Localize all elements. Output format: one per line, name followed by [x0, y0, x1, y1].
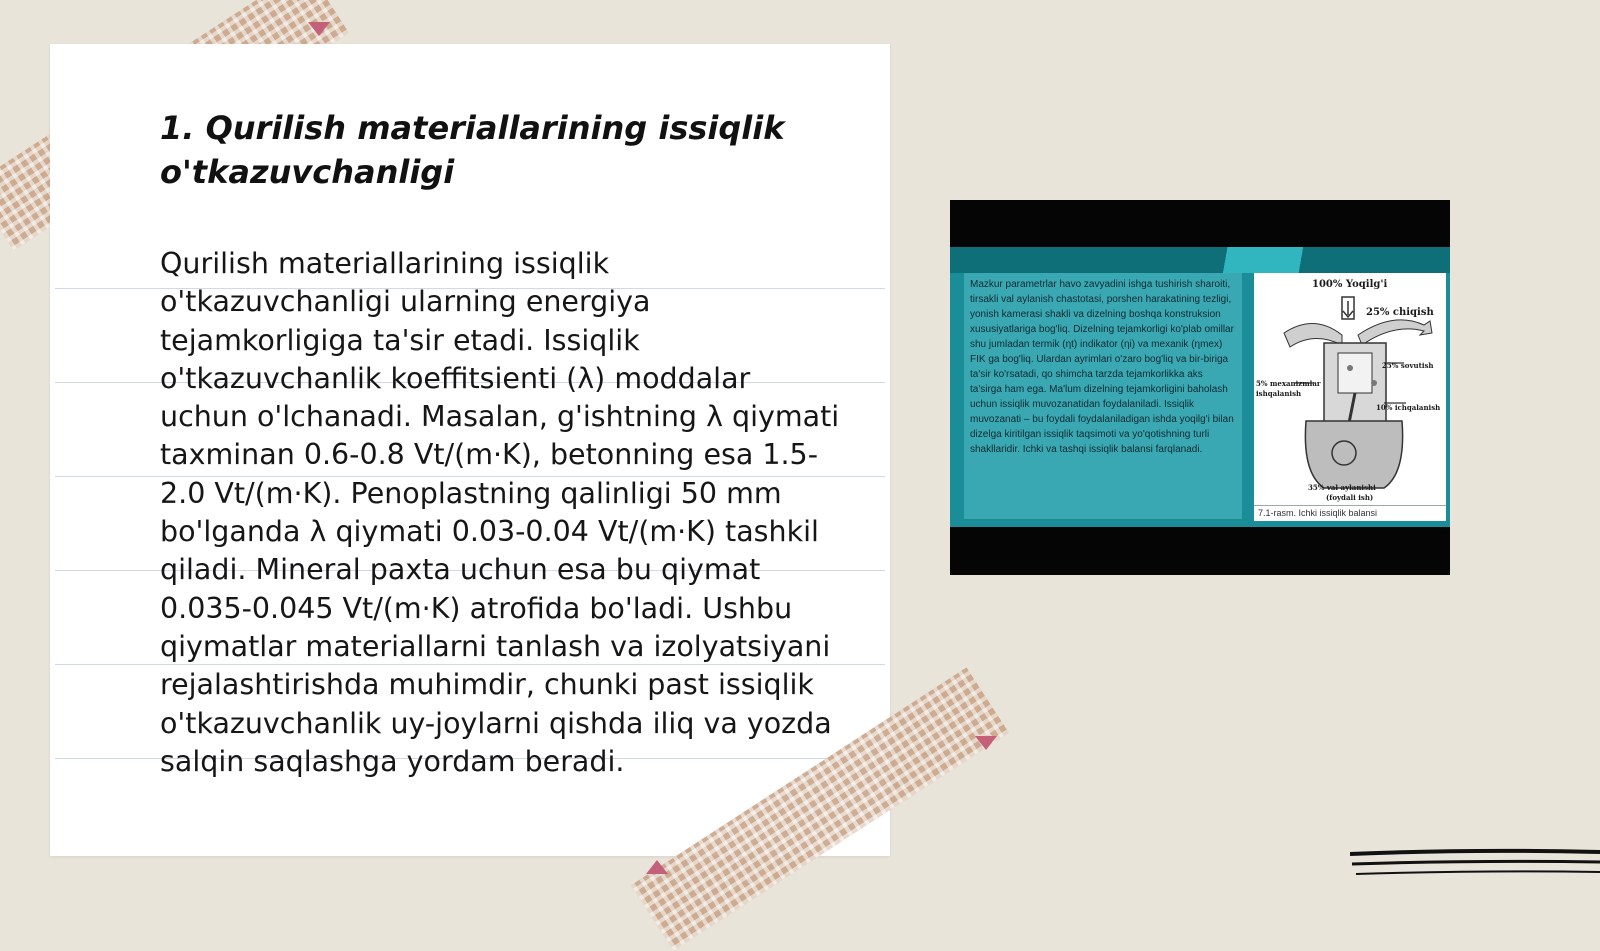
label-useful-2: (foydali ish) — [1326, 493, 1374, 502]
label-cooling: 25% sovutish — [1382, 361, 1434, 370]
label-fuel: 100% Yoqilg'i — [1312, 279, 1388, 290]
label-friction: 5% mexanizmlar — [1256, 379, 1321, 388]
brush-strokes-decoration — [1350, 848, 1600, 888]
figure-stripe — [950, 247, 1450, 273]
figure-text-panel — [964, 273, 1242, 519]
slide-title: 1. Qurilish materiallarining issiqlik o'tkazuvchanligi — [160, 109, 785, 191]
label-useful: 35% val aylanishi — [1308, 483, 1376, 492]
pin-decoration — [975, 736, 997, 750]
pin-decoration — [308, 22, 330, 36]
pin-decoration — [646, 860, 668, 874]
figure-text: Mazkur parametrlar havo zavyadini ishga tushirish sharoiti, tirsakli val aylanish chastotasi, porshen harakatining tezligi, yonish kamerasi shakli va dizelning boshqa konstruksion xususiyatlariga bog'liq. Dizelning tejamkorligi ko'plab omillar shu jumladan termik (ηt) indikator (ηi) va mexanik (ηmex) FIK ga bog'liq. Ulardan ayrimlari o'zaro bog'liq va bir-biriga ta'sir ko'rsatadi, qo shimcha tarzda tejamkorlikka aks ta'sirga ham ega. Ma'lum dizelning tejamkorligini baholash uchun issiqlik muvozanatidan foydalaniladi. Issiqlik muvozanati – bu foydali foydalaniladigan ishda yoqilg'i bilan dizelga kiritilgan issiqlik taqsimoti va yo'qotishning turli shakllaridir. Ichki va tashqi issiqlik balansi farqlanadi. — [970, 279, 1234, 455]
heat-balance-diagram — [1254, 273, 1446, 519]
label-radiation: 10% ichqalanish — [1376, 403, 1441, 412]
figure-caption: 7.1-rasm. Ichki issiqlik balansi — [1254, 505, 1446, 521]
embedded-figure — [950, 200, 1450, 575]
slide-body-text: Qurilish materiallarining issiqlik o'tkazuvchanligi ularning energiya tejamkorligiga ta'sir etadi. Issiqlik o'tkazuvchanlik koeffitsienti (λ) moddalar uchun o'lchanadi. Masalan, g'ishtning λ qiymati taxminan 0.6-0.8 Vt/(m·K), betonning esa 1.5-2.0 Vt/(m·K). Penoplastning qalinligi 50 mm bo'lganda λ qiymati 0.03-0.04 Vt/(m·K) tashkil qiladi. Mineral paxta uchun esa bu qiymat 0.035-0.045 Vt/(m·K) atrofida bo'ladi. Ushbu qiymatlar materiallarni tanlash va izolyatsiyani rejalashtirishda muhimdir, chunki past issiqlik o'tkazuvchanlik uy-joylarni qishda iliq va yozda salqin saqlashga yordam beradi. — [160, 247, 840, 778]
note-paper — [50, 44, 890, 856]
label-exhaust: 25% chiqish — [1366, 307, 1434, 318]
label-friction-2: ishqalanish — [1256, 389, 1302, 398]
